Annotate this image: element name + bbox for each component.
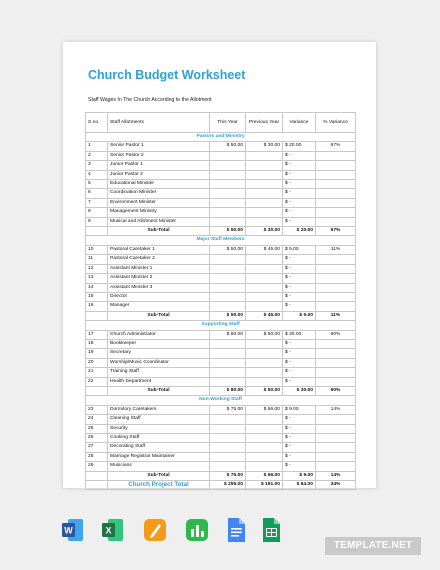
- cell-pct-variance: [316, 443, 356, 452]
- cell-sno: 8: [86, 208, 108, 217]
- cell-variance: $ -: [283, 434, 316, 443]
- cell-this-year: [210, 170, 246, 179]
- table-row: [86, 151, 356, 160]
- cell-pct-variance: 11%: [316, 311, 356, 320]
- table-row: [86, 189, 356, 198]
- cell-previous-year: $ 30.00: [246, 227, 283, 236]
- cell-this-year: [210, 292, 246, 301]
- cell-variance: $ -: [283, 274, 316, 283]
- cell-variance: $ -: [283, 415, 316, 424]
- cell-variance: $ 5.00: [283, 311, 316, 320]
- cell-pct-variance: [316, 264, 356, 273]
- cell-pct-variance: 11%: [316, 245, 356, 254]
- cell-pct-variance: [316, 151, 356, 160]
- cell-total-label: Sub-Total: [108, 311, 210, 320]
- cell-empty: [86, 227, 108, 236]
- cell-variance: $ -: [283, 217, 316, 226]
- table-row: [86, 302, 356, 311]
- cell-this-year: [210, 180, 246, 189]
- cell-staff-allotment: Worship/Music Coordinator: [108, 358, 210, 367]
- document-title: Church Budget Worksheet: [88, 68, 246, 82]
- cell-sno: 5: [86, 180, 108, 189]
- subtotal-row: [86, 471, 356, 480]
- cell-staff-allotment: Director: [108, 292, 210, 301]
- cell-pct-variance: [316, 302, 356, 311]
- svg-text:W: W: [64, 525, 73, 536]
- cell-sno: 2: [86, 151, 108, 160]
- cell-pct-variance: [316, 274, 356, 283]
- cell-staff-allotment: Cooking Staff: [108, 434, 210, 443]
- cell-this-year: [210, 424, 246, 433]
- cell-previous-year: $ 66.00: [246, 405, 283, 414]
- cell-previous-year: $ 45.00: [246, 311, 283, 320]
- cell-sno: 12: [86, 264, 108, 273]
- cell-staff-allotment: Musical and Allotment Minister: [108, 217, 210, 226]
- cell-previous-year: $ 66.00: [246, 471, 283, 480]
- cell-previous-year: [246, 189, 283, 198]
- cell-pct-variance: [316, 358, 356, 367]
- cell-sno: 1: [86, 142, 108, 151]
- cell-pct-variance: [316, 434, 356, 443]
- template-net-badge: TEMPLATE.NET: [325, 537, 421, 555]
- cell-pct-variance: [316, 424, 356, 433]
- table-row: [86, 292, 356, 301]
- cell-previous-year: $ 50.00: [246, 386, 283, 395]
- grand-total-row: [86, 481, 356, 490]
- table-row: [86, 405, 356, 414]
- cell-previous-year: [246, 415, 283, 424]
- subtotal-row: [86, 386, 356, 395]
- cell-staff-allotment: Bookkeeper: [108, 339, 210, 348]
- cell-sno: 15: [86, 292, 108, 301]
- subtotal-row: [86, 311, 356, 320]
- cell-staff-allotment: Junior Pastor 1: [108, 161, 210, 170]
- cell-this-year: $ 80.00: [210, 386, 246, 395]
- table-header-row: [86, 113, 356, 133]
- cell-pct-variance: [316, 255, 356, 264]
- subtotal-row: [86, 227, 356, 236]
- pages-icon: [144, 517, 166, 543]
- cell-variance: $ -: [283, 424, 316, 433]
- section-header-row: [86, 236, 356, 245]
- cell-staff-allotment: Security: [108, 424, 210, 433]
- cell-staff-allotment: Health Department: [108, 377, 210, 386]
- cell-this-year: [210, 189, 246, 198]
- cell-previous-year: [246, 292, 283, 301]
- cell-staff-allotment: Senior Pastor 2: [108, 151, 210, 160]
- cell-variance: $ -: [283, 302, 316, 311]
- cell-previous-year: [246, 443, 283, 452]
- cell-sno: 13: [86, 274, 108, 283]
- cell-staff-allotment: Cleaning Staff: [108, 415, 210, 424]
- cell-variance: $ -: [283, 443, 316, 452]
- table-row: [86, 358, 356, 367]
- cell-pct-variance: [316, 452, 356, 461]
- cell-pct-variance: [316, 462, 356, 471]
- table-row: [86, 245, 356, 254]
- cell-this-year: [210, 217, 246, 226]
- document-subtitle: Staff Wages In The Church According to the Allotment: [88, 97, 212, 103]
- cell-staff-allotment: Assistant Minister 3: [108, 283, 210, 292]
- cell-this-year: [210, 415, 246, 424]
- cell-previous-year: [246, 349, 283, 358]
- cell-variance: $ -: [283, 349, 316, 358]
- svg-text:X: X: [105, 525, 112, 536]
- section-label: Major Staff Members: [86, 236, 356, 245]
- cell-previous-year: [246, 180, 283, 189]
- cell-previous-year: [246, 368, 283, 377]
- cell-this-year: [210, 339, 246, 348]
- header-variance: Variance: [283, 113, 316, 133]
- table-row: [86, 443, 356, 452]
- cell-variance: $ 5.00: [283, 245, 316, 254]
- header-previous-year: Previous Year: [246, 113, 283, 133]
- cell-variance: $ -: [283, 377, 316, 386]
- cell-this-year: [210, 198, 246, 207]
- table-row: [86, 198, 356, 207]
- cell-pct-variance: [316, 170, 356, 179]
- cell-sno: 6: [86, 189, 108, 198]
- cell-sno: 26: [86, 434, 108, 443]
- cell-sno: 22: [86, 377, 108, 386]
- cell-staff-allotment: Coordination Minister: [108, 189, 210, 198]
- cell-variance: $ 30.00: [283, 330, 316, 339]
- cell-variance: $ -: [283, 264, 316, 273]
- cell-this-year: $ 50.00: [210, 227, 246, 236]
- cell-sno: 18: [86, 339, 108, 348]
- section-label: Supporting Staff: [86, 321, 356, 330]
- cell-pct-variance: [316, 189, 356, 198]
- cell-this-year: [210, 151, 246, 160]
- table-row: [86, 161, 356, 170]
- cell-staff-allotment: Assistant Minister 1: [108, 264, 210, 273]
- cell-previous-year: [246, 151, 283, 160]
- cell-this-year: [210, 302, 246, 311]
- cell-staff-allotment: Dormitory Caretakers: [108, 405, 210, 414]
- cell-previous-year: [246, 170, 283, 179]
- google-docs-icon: [225, 517, 247, 543]
- numbers-icon: [186, 517, 208, 543]
- table-row: [86, 349, 356, 358]
- cell-sno: 27: [86, 443, 108, 452]
- cell-sno: 11: [86, 255, 108, 264]
- cell-this-year: [210, 349, 246, 358]
- cell-staff-allotment: Marriage Registrar Maintainer: [108, 452, 210, 461]
- cell-sno: 23: [86, 405, 108, 414]
- cell-sno: 9: [86, 217, 108, 226]
- cell-variance: $ 9.00: [283, 405, 316, 414]
- cell-previous-year: $ 50.00: [246, 330, 283, 339]
- cell-empty: [86, 471, 108, 480]
- header-sno: S.no.: [86, 113, 108, 133]
- cell-variance: $ -: [283, 208, 316, 217]
- cell-variance: $ -: [283, 180, 316, 189]
- cell-total-label: Church Project Total: [108, 481, 210, 490]
- cell-previous-year: [246, 208, 283, 217]
- section-label: Pastors and Ministry: [86, 133, 356, 142]
- cell-previous-year: $ 191.00: [246, 481, 283, 490]
- cell-variance: $ 20.00: [283, 227, 316, 236]
- table-row: [86, 255, 356, 264]
- cell-pct-variance: [316, 283, 356, 292]
- cell-staff-allotment: Decorating Staff: [108, 443, 210, 452]
- cell-this-year: [210, 368, 246, 377]
- cell-staff-allotment: Environment Minister: [108, 198, 210, 207]
- cell-pct-variance: [316, 349, 356, 358]
- cell-previous-year: [246, 255, 283, 264]
- cell-sno: 25: [86, 424, 108, 433]
- cell-pct-variance: [316, 377, 356, 386]
- table-row: [86, 208, 356, 217]
- table-row: [86, 424, 356, 433]
- cell-variance: $ 30.00: [283, 386, 316, 395]
- cell-total-label: Sub-Total: [108, 471, 210, 480]
- cell-variance: $ -: [283, 283, 316, 292]
- table-row: [86, 180, 356, 189]
- cell-previous-year: [246, 274, 283, 283]
- cell-sno: 29: [86, 462, 108, 471]
- cell-previous-year: [246, 161, 283, 170]
- table-row: [86, 368, 356, 377]
- cell-staff-allotment: Pastoral Caretaker 2: [108, 255, 210, 264]
- cell-staff-allotment: Manager: [108, 302, 210, 311]
- section-header-row: [86, 396, 356, 405]
- cell-sno: 7: [86, 198, 108, 207]
- cell-previous-year: $ 30.00: [246, 142, 283, 151]
- table-row: [86, 434, 356, 443]
- cell-previous-year: [246, 217, 283, 226]
- budget-table: [85, 112, 356, 490]
- cell-previous-year: [246, 452, 283, 461]
- cell-empty: [86, 481, 108, 490]
- cell-staff-allotment: Secretary: [108, 349, 210, 358]
- cell-sno: 21: [86, 368, 108, 377]
- table-row: [86, 415, 356, 424]
- cell-staff-allotment: Educational Minister: [108, 180, 210, 189]
- cell-sno: 19: [86, 349, 108, 358]
- cell-this-year: $ 50.00: [210, 142, 246, 151]
- cell-staff-allotment: Assistant Minister 2: [108, 274, 210, 283]
- cell-staff-allotment: Training Staff: [108, 368, 210, 377]
- cell-staff-allotment: Senior Pastor 1: [108, 142, 210, 151]
- cell-previous-year: [246, 339, 283, 348]
- cell-sno: 10: [86, 245, 108, 254]
- table-row: [86, 462, 356, 471]
- cell-variance: $ -: [283, 255, 316, 264]
- cell-variance: $ -: [283, 161, 316, 170]
- table-row: [86, 377, 356, 386]
- cell-variance: $ -: [283, 452, 316, 461]
- cell-this-year: [210, 283, 246, 292]
- cell-previous-year: [246, 264, 283, 273]
- table-row: [86, 330, 356, 339]
- cell-variance: $ -: [283, 339, 316, 348]
- cell-this-year: $ 80.00: [210, 330, 246, 339]
- cell-staff-allotment: Management Ministry: [108, 208, 210, 217]
- cell-this-year: [210, 358, 246, 367]
- cell-this-year: $ 255.00: [210, 481, 246, 490]
- cell-total-label: Sub-Total: [108, 386, 210, 395]
- cell-previous-year: $ 45.00: [246, 245, 283, 254]
- cell-variance: $ 20.00: [283, 142, 316, 151]
- cell-sno: 20: [86, 358, 108, 367]
- table-row: [86, 217, 356, 226]
- header-this-year: This Year: [210, 113, 246, 133]
- cell-this-year: [210, 208, 246, 217]
- cell-variance: $ 9.00: [283, 471, 316, 480]
- cell-staff-allotment: Pastoral Caretaker 1: [108, 245, 210, 254]
- cell-pct-variance: 67%: [316, 142, 356, 151]
- cell-previous-year: [246, 283, 283, 292]
- cell-pct-variance: 67%: [316, 227, 356, 236]
- cell-variance: $ -: [283, 151, 316, 160]
- cell-pct-variance: [316, 198, 356, 207]
- cell-variance: $ -: [283, 170, 316, 179]
- cell-this-year: [210, 434, 246, 443]
- cell-pct-variance: [316, 368, 356, 377]
- cell-pct-variance: 34%: [316, 481, 356, 490]
- cell-sno: 24: [86, 415, 108, 424]
- word-icon: [62, 517, 84, 543]
- cell-sno: 14: [86, 283, 108, 292]
- table-row: [86, 339, 356, 348]
- cell-empty: [86, 311, 108, 320]
- section-header-row: [86, 133, 356, 142]
- cell-this-year: $ 75.00: [210, 471, 246, 480]
- cell-sno: 3: [86, 161, 108, 170]
- cell-sno: 17: [86, 330, 108, 339]
- cell-this-year: [210, 264, 246, 273]
- cell-variance: $ -: [283, 462, 316, 471]
- cell-pct-variance: 60%: [316, 330, 356, 339]
- cell-this-year: [210, 377, 246, 386]
- cell-pct-variance: 14%: [316, 405, 356, 414]
- cell-staff-allotment: Church Administrator: [108, 330, 210, 339]
- cell-this-year: $ 50.00: [210, 245, 246, 254]
- cell-previous-year: [246, 462, 283, 471]
- cell-pct-variance: [316, 217, 356, 226]
- cell-previous-year: [246, 424, 283, 433]
- table-row: [86, 274, 356, 283]
- cell-variance: $ -: [283, 189, 316, 198]
- cell-this-year: [210, 161, 246, 170]
- cell-this-year: $ 50.00: [210, 311, 246, 320]
- cell-sno: 4: [86, 170, 108, 179]
- cell-previous-year: [246, 434, 283, 443]
- cell-total-label: Sub-Total: [108, 227, 210, 236]
- table-row: [86, 170, 356, 179]
- cell-pct-variance: 14%: [316, 471, 356, 480]
- cell-pct-variance: [316, 180, 356, 189]
- table-row: [86, 142, 356, 151]
- cell-sno: 28: [86, 452, 108, 461]
- cell-pct-variance: [316, 208, 356, 217]
- cell-this-year: [210, 255, 246, 264]
- table-row: [86, 283, 356, 292]
- cell-this-year: [210, 462, 246, 471]
- cell-empty: [86, 386, 108, 395]
- excel-icon: [102, 517, 124, 543]
- cell-previous-year: [246, 198, 283, 207]
- cell-previous-year: [246, 377, 283, 386]
- cell-pct-variance: [316, 339, 356, 348]
- cell-this-year: [210, 452, 246, 461]
- cell-this-year: [210, 443, 246, 452]
- cell-variance: $ -: [283, 368, 316, 377]
- cell-pct-variance: [316, 415, 356, 424]
- cell-pct-variance: [316, 161, 356, 170]
- cell-previous-year: [246, 302, 283, 311]
- cell-sno: 16: [86, 302, 108, 311]
- cell-variance: $ -: [283, 198, 316, 207]
- cell-this-year: [210, 274, 246, 283]
- cell-staff-allotment: Junior Pastor 2: [108, 170, 210, 179]
- cell-previous-year: [246, 358, 283, 367]
- table-row: [86, 264, 356, 273]
- section-header-row: [86, 321, 356, 330]
- cell-variance: $ -: [283, 292, 316, 301]
- worksheet-page: [63, 42, 376, 488]
- header-staff-allotments: Staff Allotments: [108, 113, 210, 133]
- table-row: [86, 452, 356, 461]
- cell-variance: $ 64.00: [283, 481, 316, 490]
- section-label: Non-Working Staff: [86, 396, 356, 405]
- header-pct-variance: % Variance: [316, 113, 356, 133]
- cell-this-year: $ 75.00: [210, 405, 246, 414]
- cell-variance: $ -: [283, 358, 316, 367]
- cell-pct-variance: [316, 292, 356, 301]
- cell-pct-variance: 60%: [316, 386, 356, 395]
- cell-staff-allotment: Musicians: [108, 462, 210, 471]
- google-sheets-icon: [260, 517, 282, 543]
